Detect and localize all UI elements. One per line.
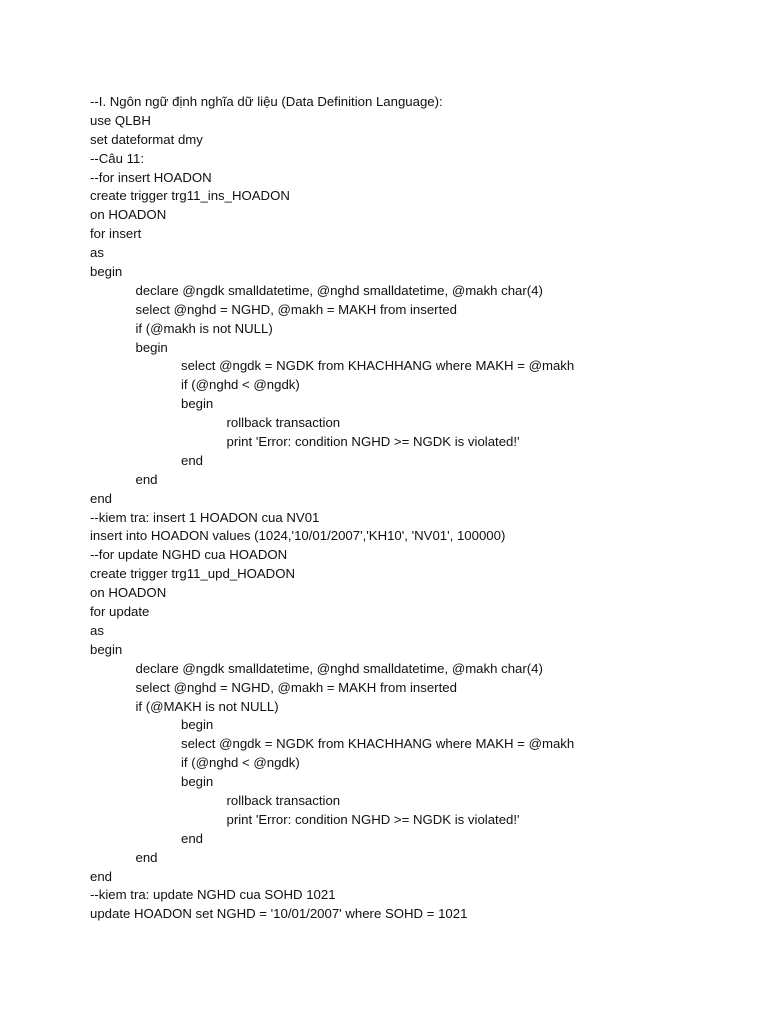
code-line: --I. Ngôn ngữ định nghĩa dữ liệu (Data Definition Language): xyxy=(90,94,443,109)
code-line: begin xyxy=(181,396,214,412)
code-line: rollback transaction xyxy=(226,415,341,431)
code-line: if (@nghd < @ngdk) xyxy=(181,377,300,393)
code-line: insert into HOADON values (1024,'10/01/2007','KH10', 'NV01', 100000) xyxy=(90,528,506,544)
code-line: as xyxy=(90,622,104,638)
code-line: --kiem tra: update NGHD cua SOHD 1021 xyxy=(90,887,336,903)
code-line: select @ngdk = NGDK from KHACHHANG where MAKH = @makh xyxy=(181,736,575,752)
code-line: rollback transaction xyxy=(226,792,341,808)
code-line: for insert xyxy=(90,226,142,242)
code-line: set dateformat dmy xyxy=(90,131,203,147)
code-line: print 'Error: condition NGHD >= NGDK is violated!' xyxy=(226,811,520,827)
code-line: end xyxy=(181,452,204,468)
code-line: --for insert HOADON xyxy=(90,169,212,185)
code-line: update HOADON set NGHD = '10/01/2007' where SOHD = 1021 xyxy=(90,906,468,922)
code-line: --for update NGHD cua HOADON xyxy=(90,547,288,563)
code-line: begin xyxy=(181,717,214,733)
code-line: create trigger trg11_ins_HOADON xyxy=(90,188,290,204)
code-line: end xyxy=(90,490,113,506)
code-line: if (@makh is not NULL) xyxy=(135,320,273,336)
code-line: print 'Error: condition NGHD >= NGDK is violated!' xyxy=(226,434,520,450)
code-line: --kiem tra: insert 1 HOADON cua NV01 xyxy=(90,509,320,525)
code-line: select @nghd = NGHD, @makh = MAKH from inserted xyxy=(135,301,457,317)
code-line: select @nghd = NGHD, @makh = MAKH from inserted xyxy=(135,679,457,695)
code-line: end xyxy=(135,849,158,865)
code-line: create trigger trg11_upd_HOADON xyxy=(90,566,295,582)
code-line: use QLBH xyxy=(90,112,151,128)
code-line: begin xyxy=(135,339,168,355)
code-line: as xyxy=(90,245,104,261)
code-line: declare @ngdk smalldatetime, @nghd smalldatetime, @makh char(4) xyxy=(135,660,543,676)
code-line: --Câu 11: xyxy=(90,150,144,166)
code-line: on HOADON xyxy=(90,207,167,223)
code-line: begin xyxy=(181,774,214,790)
sql-code-block xyxy=(90,93,730,924)
code-line: if (@MAKH is not NULL) xyxy=(135,698,279,714)
code-line: end xyxy=(135,471,158,487)
code-line: on HOADON xyxy=(90,585,167,601)
code-line: for update xyxy=(90,604,150,620)
code-line: declare @ngdk smalldatetime, @nghd smalldatetime, @makh char(4) xyxy=(135,282,543,298)
code-line: begin xyxy=(90,641,123,657)
code-line: if (@nghd < @ngdk) xyxy=(181,755,300,771)
code-line: select @ngdk = NGDK from KHACHHANG where MAKH = @makh xyxy=(181,358,575,374)
code-line: end xyxy=(90,868,113,884)
code-line: begin xyxy=(90,264,123,280)
code-line: end xyxy=(181,830,204,846)
